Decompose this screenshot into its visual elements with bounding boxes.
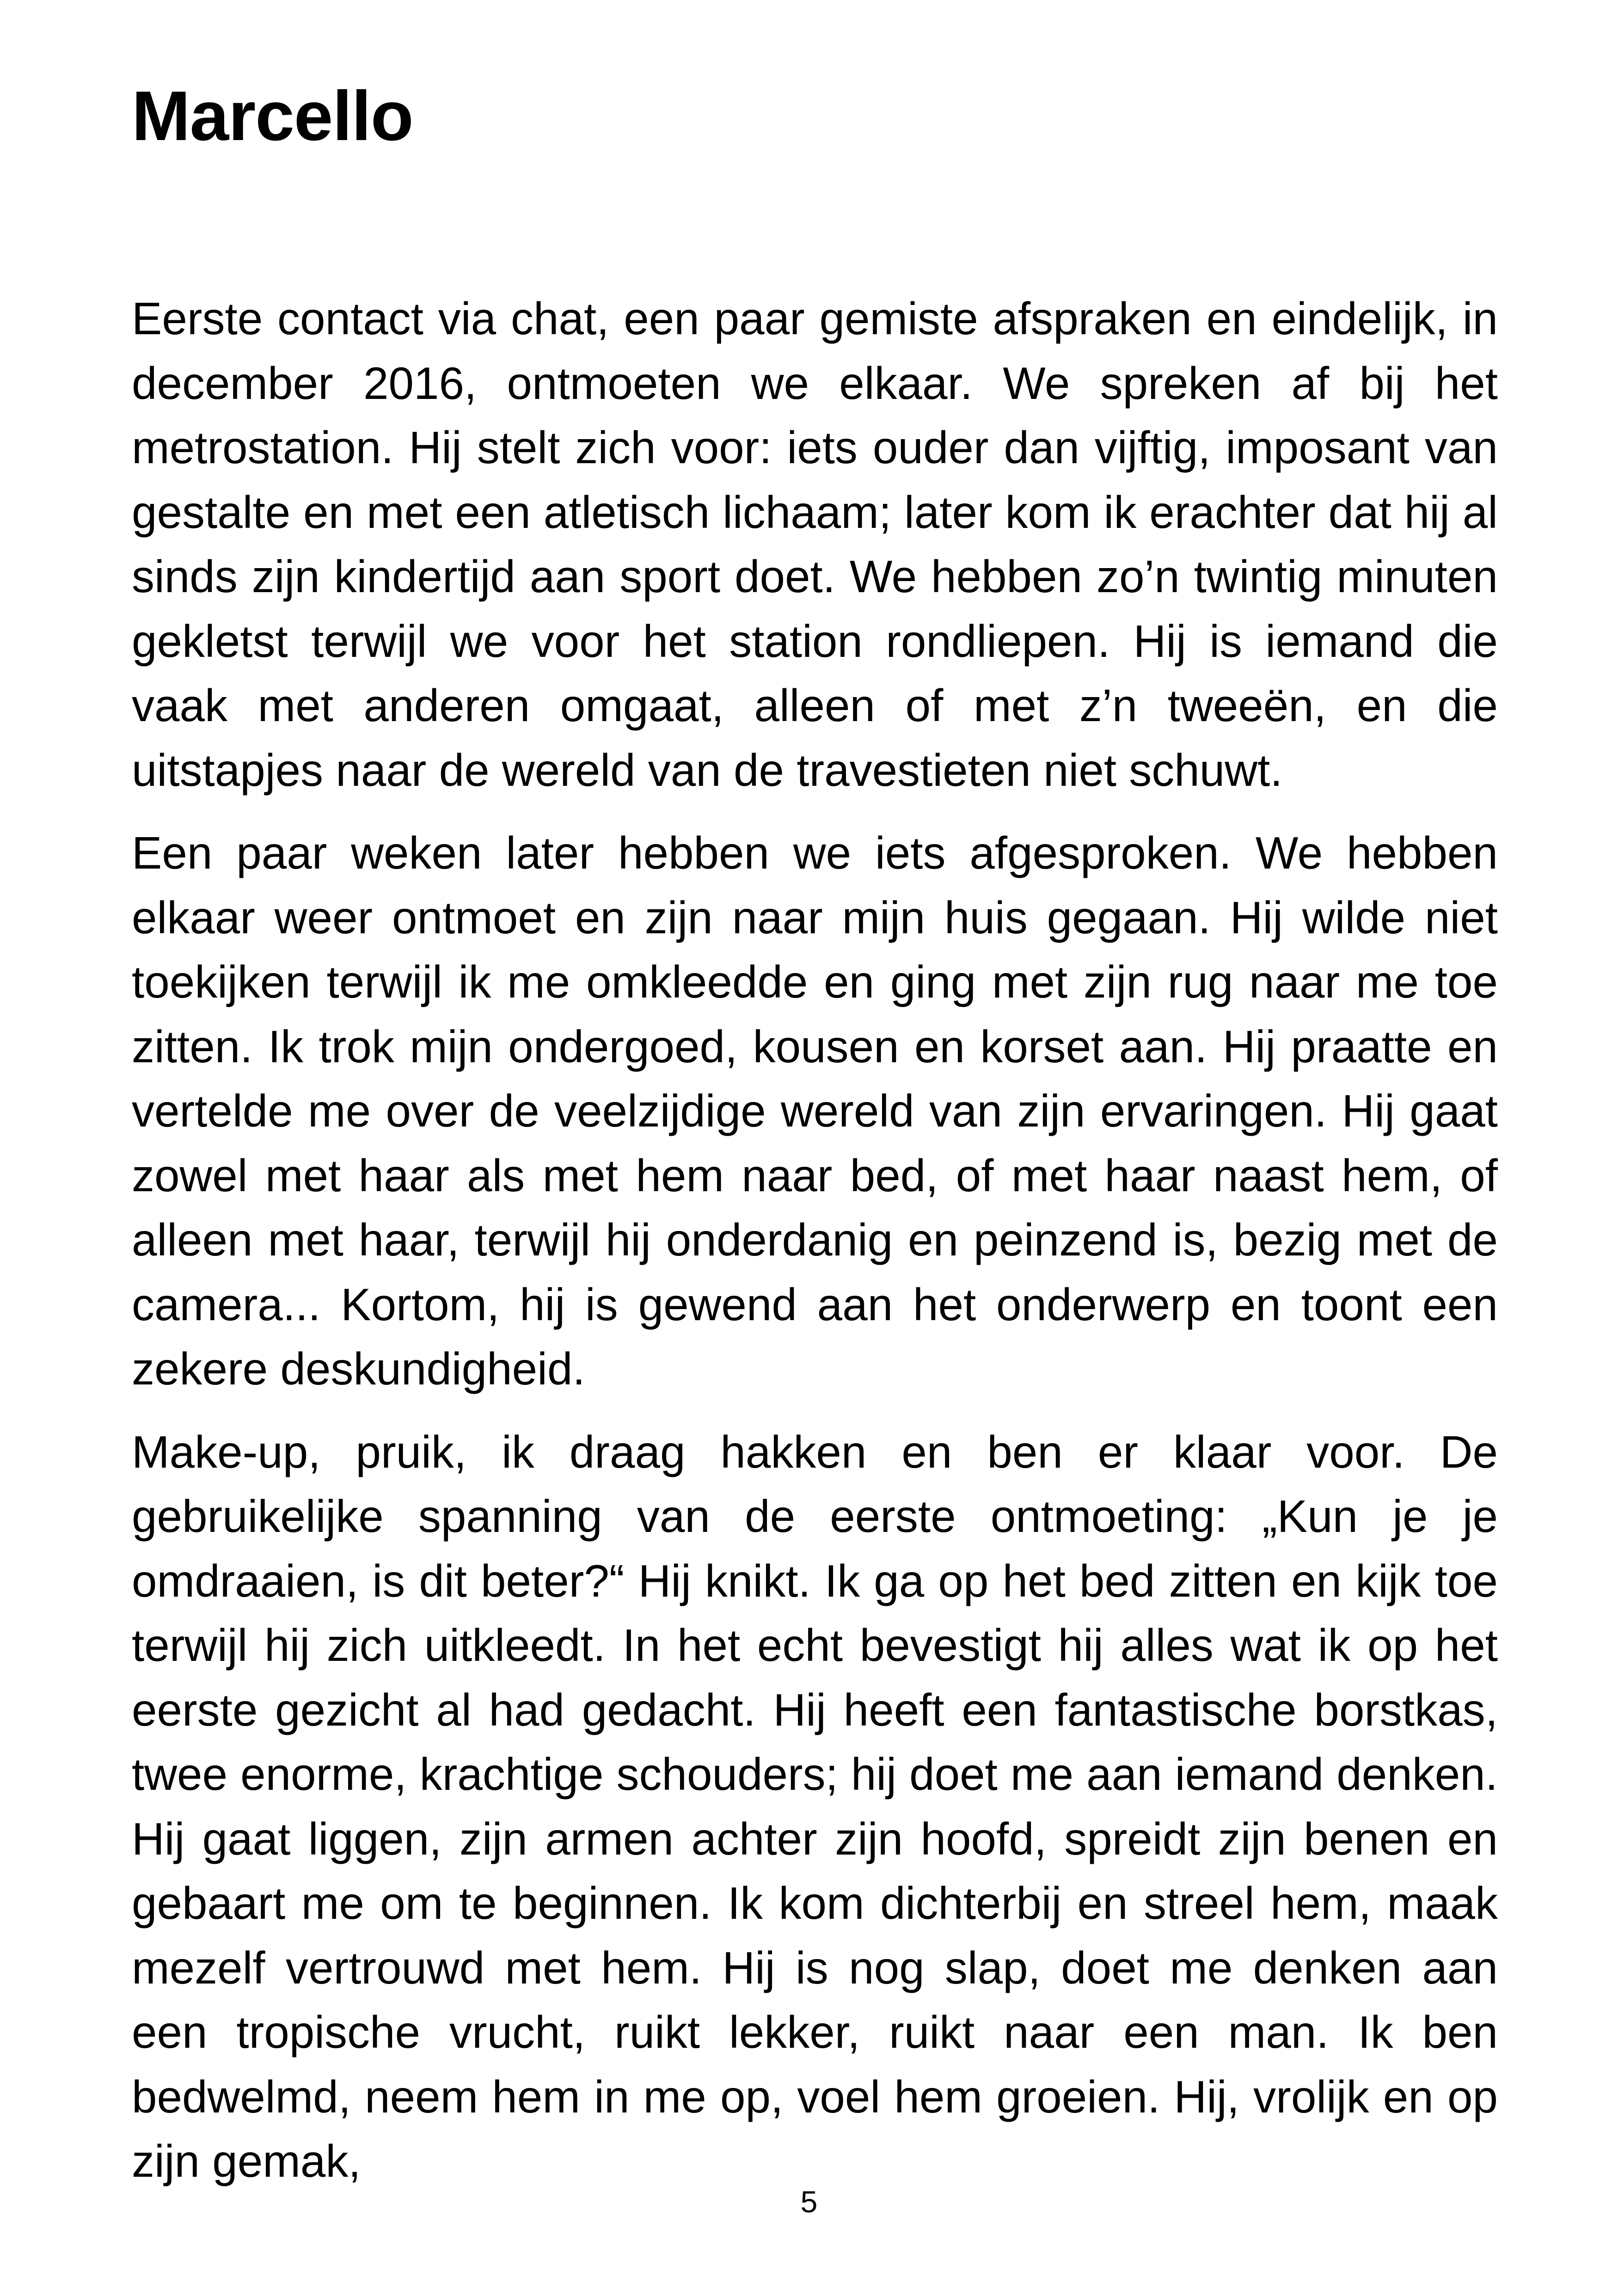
paragraph-3: Make-up, pruik, ik draag hakken en ben er klaar voor. De gebruikelijke spanning van de eerste ontmoeting: „Kun je je omdraaien, is dit beter?“ Hij knikt. Ik ga op het bed zitten en kijk toe terwijl hij zich uitkleedt. In het echt bevestigt hij alles wat ik op het eerste gezicht al had gedacht. Hij heeft een fantastische borstkas, twee enorme, krachtige schouders; hij doet me aan iemand denken. Hij gaat liggen, zijn armen achter zijn hoofd, spreidt zijn benen en gebaart me om te beginnen. Ik kom dichterbij en streel hem, maak mezelf vertrouwd met hem. Hij is nog slap, doet me denken aan een tropische vrucht, ruikt lekker, ruikt naar een man. Ik ben bedwelmd, neem hem in me op, voel hem groeien. Hij, vrolijk en op zijn gemak, [132, 1426, 1498, 2186]
paragraph-2: Een paar weken later hebben we iets afgesproken. We hebben elkaar weer ontmoet en zijn naar mijn huis gegaan. Hij wilde niet toekijken terwijl ik me omkleedde en ging met zijn rug naar me toe zitten. Ik trok mijn ondergoed, kousen en korset aan. Hij praatte en vertelde me over de veelzijdige wereld van zijn ervaringen. Hij gaat zowel met haar als met hem naar bed, of met haar naast hem, of alleen met haar, terwijl hij onderdanig en peinzend is, bezig met de camera... Kortom, hij is gewend aan het onderwerp en toont een zekere deskundigheid. [132, 827, 1498, 1394]
page-number: 5 [800, 2185, 818, 2219]
chapter-title: Marcello [132, 77, 413, 155]
body-text [132, 287, 1498, 2212]
paragraph-1: Eerste contact via chat, een paar gemiste afspraken en eindelijk, in december 2016, ontmoeten we elkaar. We spreken af bij het metrostation. Hij stelt zich voor: iets ouder dan vijftig, imposant van gestalte en met een atletisch lichaam; later kom ik erachter dat hij al sinds zijn kindertijd aan sport doet. We hebben zo’n twintig minuten gekletst terwijl we voor het station rondliepen. Hij is iemand die vaak met anderen omgaat, alleen of met z’n tweeën, en die uitstapjes naar de wereld van de travestieten niet schuwt. [132, 293, 1498, 796]
